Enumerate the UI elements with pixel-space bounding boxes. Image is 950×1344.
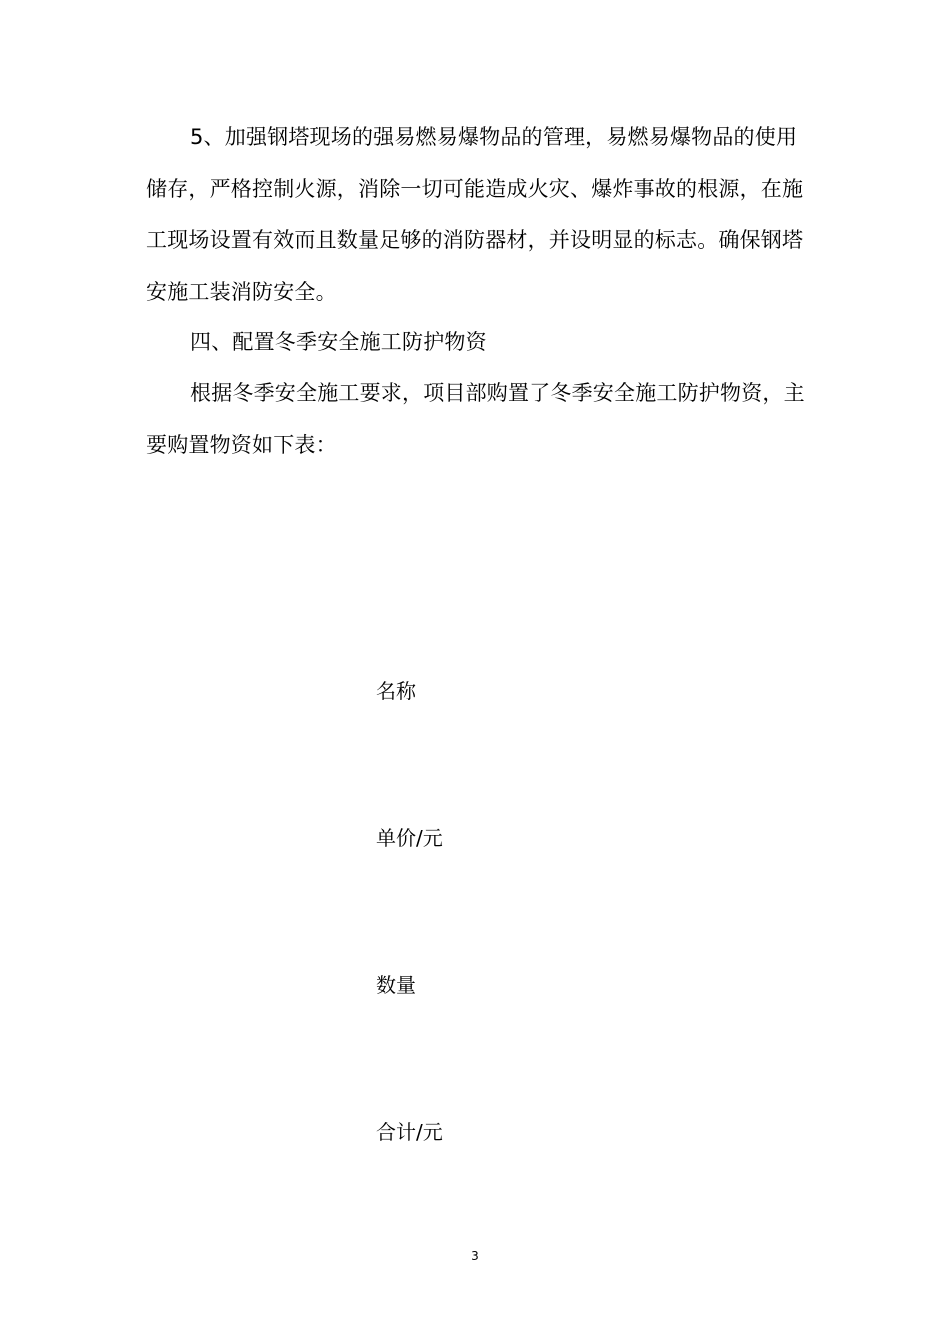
section-heading-winter-supplies: 四、配置冬季安全施工防护物资 — [190, 330, 487, 354]
table-header-name: 名称 — [376, 679, 416, 703]
paragraph-supplies-intro: 根据冬季安全施工要求，项目部购置了冬季安全施工防护物资，主要购置物资如下表： — [146, 381, 805, 457]
table-header-quantity: 数量 — [376, 973, 416, 997]
paragraph-fire-safety: 5、加强钢塔现场的强易燃易爆物品的管理，易燃易爆物品的使用储存，严格控制火源，消除一切可能造成火灾、爆炸事故的根源，在施工现场设置有效而且数量足够的消防器材，并设明显的标志。确保钢塔安施工装消防安全。 — [146, 125, 804, 304]
table-header-unit-price: 单价/元 — [376, 826, 443, 850]
table-header-total: 合计/元 — [376, 1120, 443, 1144]
page-number: 3 — [471, 1249, 479, 1263]
